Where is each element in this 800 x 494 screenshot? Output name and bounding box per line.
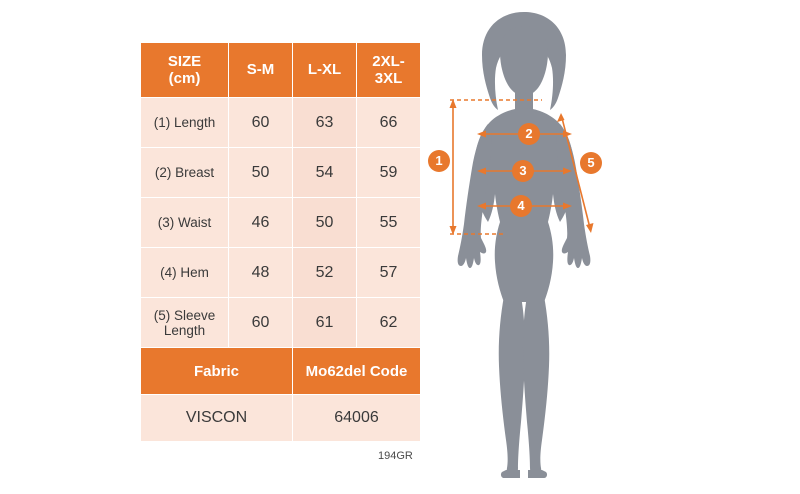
table-row: [141, 248, 421, 298]
value-fabric: VISCON: [141, 395, 293, 442]
header-2xl-line2: 3XL: [374, 70, 403, 87]
cell-breast-lxl: 54: [293, 148, 357, 198]
table-row: [141, 98, 421, 148]
header-model-code: Mo62del Code: [293, 348, 421, 395]
cell-breast-sm: 50: [229, 148, 293, 198]
header-2xl-line1: 2XL-: [372, 52, 405, 70]
badge-sleeve-length: 5: [580, 152, 602, 174]
value-model-code: 64006: [293, 395, 421, 442]
cell-length-2xl: 66: [357, 98, 421, 148]
fabric-value-row: [141, 395, 421, 442]
badge-waist: 3: [512, 160, 534, 182]
cell-waist-lxl: 50: [293, 198, 357, 248]
row-label-breast: (2) Breast: [141, 148, 229, 198]
header-sm: S-M: [229, 43, 293, 98]
badge-breast: 2: [518, 123, 540, 145]
cell-sleeve-sm: 60: [229, 298, 293, 348]
cell-waist-2xl: 55: [357, 198, 421, 248]
arrow-length: [450, 99, 457, 235]
table-row: [141, 148, 421, 198]
cell-sleeve-lxl: 61: [293, 298, 357, 348]
cell-length-sm: 60: [229, 98, 293, 148]
header-size: [141, 43, 229, 98]
cell-hem-lxl: 52: [293, 248, 357, 298]
badge-length: 1: [428, 150, 450, 172]
table-row: [141, 298, 421, 348]
row-label-hem: (4) Hem: [141, 248, 229, 298]
table-row: [141, 198, 421, 248]
cell-length-lxl: 63: [293, 98, 357, 148]
cell-hem-2xl: 57: [357, 248, 421, 298]
female-silhouette-icon: [458, 12, 591, 478]
mannequin-svg: [420, 0, 800, 494]
header-size-line2: (cm): [168, 70, 201, 87]
row-label-sleeve-length: (5) Sleeve Length: [141, 298, 229, 348]
table-header-row: [141, 43, 421, 98]
fabric-header-row: [141, 348, 421, 395]
cell-breast-2xl: 59: [357, 148, 421, 198]
mannequin-diagram: [420, 0, 800, 494]
header-size-line1: SIZE: [167, 52, 202, 70]
header-lxl: L-XL: [293, 43, 357, 98]
header-fabric: Fabric: [141, 348, 293, 395]
cell-hem-sm: 48: [229, 248, 293, 298]
row-label-length: (1) Length: [141, 98, 229, 148]
cell-waist-sm: 46: [229, 198, 293, 248]
fabric-weight-footnote: 194GR: [378, 450, 413, 462]
size-chart-table: [140, 42, 421, 442]
cell-sleeve-2xl: 62: [357, 298, 421, 348]
row-label-waist: (3) Waist: [141, 198, 229, 248]
badge-hem: 4: [510, 195, 532, 217]
header-2xl-3xl: [357, 43, 421, 98]
